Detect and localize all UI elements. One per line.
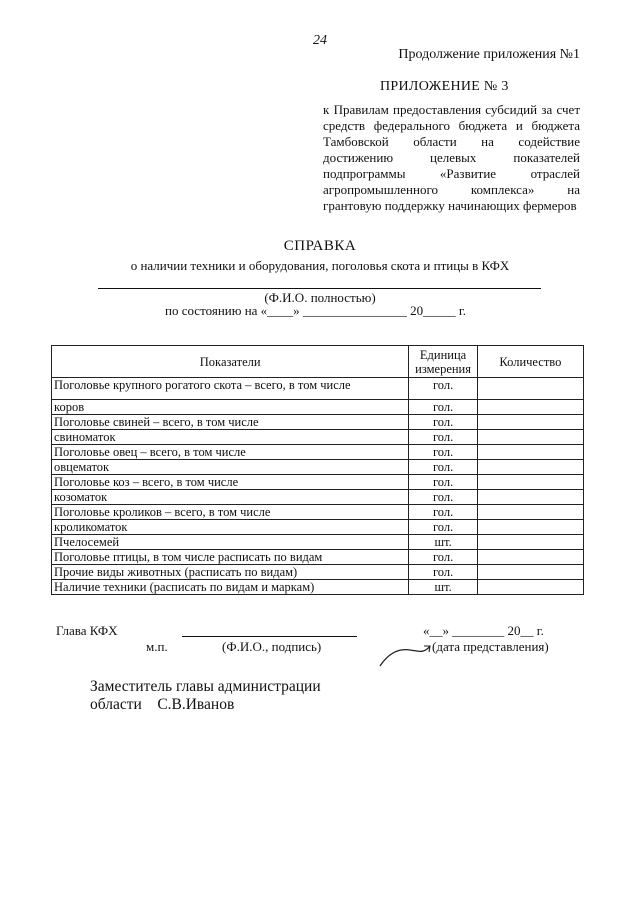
row-name: Прочие виды животных (расписать по видам) bbox=[52, 565, 409, 580]
row-unit: гол. bbox=[409, 400, 477, 415]
row-name: Поголовье коз – всего, в том числе bbox=[52, 475, 409, 490]
row-quantity bbox=[477, 475, 583, 490]
row-unit: гол. bbox=[409, 460, 477, 475]
document-subtitle: о наличии техники и оборудования, поголовья скота и птицы в КФХ bbox=[130, 258, 510, 273]
row-unit: гол. bbox=[409, 378, 477, 400]
row-quantity bbox=[477, 430, 583, 445]
row-unit: гол. bbox=[409, 445, 477, 460]
row-quantity bbox=[477, 565, 583, 580]
table-row bbox=[52, 415, 584, 430]
row-unit: гол. bbox=[409, 505, 477, 520]
fio-underline bbox=[98, 288, 541, 289]
row-quantity bbox=[477, 550, 583, 565]
row-unit: шт. bbox=[409, 535, 477, 550]
handwritten-signature-icon bbox=[376, 640, 436, 670]
appendix-title: ПРИЛОЖЕНИЕ № 3 bbox=[380, 79, 509, 94]
row-quantity bbox=[477, 415, 583, 430]
row-quantity bbox=[477, 378, 583, 400]
date-fill: «__» ________ 20__ г. bbox=[423, 623, 544, 638]
row-quantity bbox=[477, 490, 583, 505]
header-indicators: Показатели bbox=[52, 346, 409, 378]
document-title: СПРАВКА bbox=[283, 238, 357, 254]
row-unit: гол. bbox=[409, 520, 477, 535]
stamp-place: м.п. bbox=[146, 639, 168, 654]
table-row bbox=[52, 460, 584, 475]
row-unit: шт. bbox=[409, 580, 477, 595]
row-quantity bbox=[477, 520, 583, 535]
row-name: Наличие техники (расписать по видам и маркам) bbox=[52, 580, 409, 595]
deputy-name: области С.В.Иванов bbox=[90, 696, 235, 713]
header-quantity: Количество bbox=[477, 346, 583, 378]
head-label: Глава КФХ bbox=[56, 623, 118, 638]
row-quantity bbox=[477, 535, 583, 550]
indicators-table bbox=[51, 345, 584, 595]
row-quantity bbox=[477, 580, 583, 595]
table-row bbox=[52, 400, 584, 415]
date-presentation-caption: (дата представления) bbox=[432, 639, 549, 654]
fio-caption: (Ф.И.О. полностью) bbox=[264, 290, 376, 305]
table-row bbox=[52, 505, 584, 520]
row-name: Пчелосемей bbox=[52, 535, 409, 550]
table-header-row bbox=[52, 346, 584, 378]
row-unit: гол. bbox=[409, 565, 477, 580]
page-number: 24 bbox=[313, 33, 327, 48]
table-row bbox=[52, 550, 584, 565]
row-name: Поголовье крупного рогатого скота – всего, в том числе bbox=[52, 378, 409, 400]
table-row bbox=[52, 520, 584, 535]
row-unit: гол. bbox=[409, 490, 477, 505]
table-row bbox=[52, 378, 584, 400]
row-quantity bbox=[477, 460, 583, 475]
table-row bbox=[52, 490, 584, 505]
row-name: кроликоматок bbox=[52, 520, 409, 535]
row-unit: гол. bbox=[409, 475, 477, 490]
deputy-signature-block bbox=[90, 678, 321, 714]
row-name: Поголовье овец – всего, в том числе bbox=[52, 445, 409, 460]
table-row bbox=[52, 535, 584, 550]
row-name: коров bbox=[52, 400, 409, 415]
row-name: козоматок bbox=[52, 490, 409, 505]
row-quantity bbox=[477, 400, 583, 415]
row-unit: гол. bbox=[409, 430, 477, 445]
table-row bbox=[52, 445, 584, 460]
fio-signature-caption: (Ф.И.О., подпись) bbox=[222, 639, 322, 654]
table-row bbox=[52, 475, 584, 490]
table-row bbox=[52, 430, 584, 445]
table-row bbox=[52, 565, 584, 580]
row-quantity bbox=[477, 505, 583, 520]
row-name: Поголовье птицы, в том числе расписать по видам bbox=[52, 550, 409, 565]
as-of-date: по состоянию на «____» ________________ 20_____ г. bbox=[165, 303, 467, 318]
row-name: свиноматок bbox=[52, 430, 409, 445]
continuation-note: Продолжение приложения №1 bbox=[398, 47, 580, 62]
rules-reference: к Правилам предоставления субсидий за счет средств федерального бюджета и бюджета Тамбовской области на содействие достижению целевых показателей подпрограммы «Развитие отраслей агропромышленного комплекса» на грантовую поддержку начинающих фермеров bbox=[323, 102, 580, 213]
deputy-title: Заместитель главы администрации bbox=[90, 678, 321, 695]
row-name: Поголовье кроликов – всего, в том числе bbox=[52, 505, 409, 520]
row-name: овцематок bbox=[52, 460, 409, 475]
row-quantity bbox=[477, 445, 583, 460]
row-unit: гол. bbox=[409, 415, 477, 430]
row-name: Поголовье свиней – всего, в том числе bbox=[52, 415, 409, 430]
table-row bbox=[52, 580, 584, 595]
header-unit: Единица измерения bbox=[409, 346, 477, 378]
row-unit: гол. bbox=[409, 550, 477, 565]
signature-line bbox=[182, 636, 357, 637]
